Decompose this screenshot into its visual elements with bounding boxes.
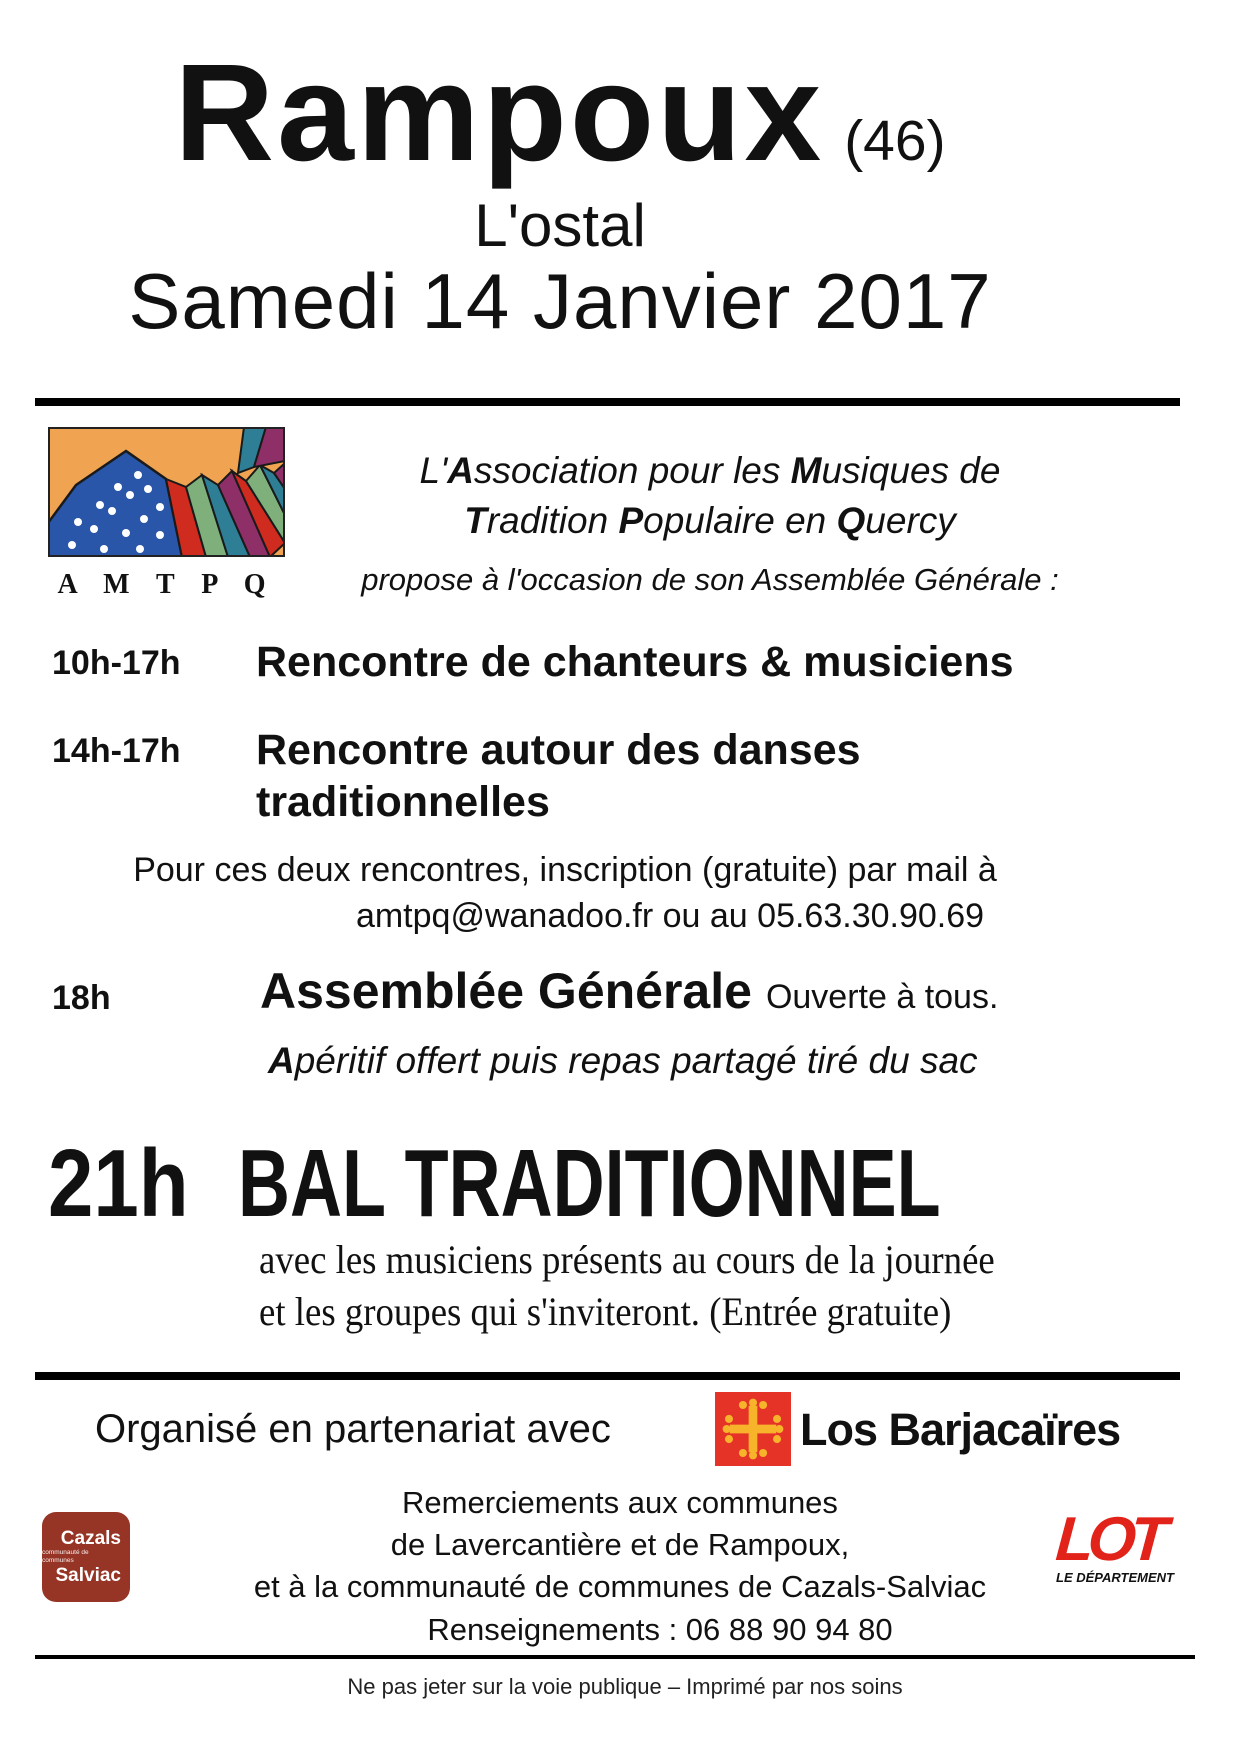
schedule-time-4: 21h bbox=[48, 1130, 189, 1237]
schedule-time-2: 14h-17h bbox=[52, 732, 181, 770]
association-tagline: propose à l'occasion de son Assemblée Générale : bbox=[361, 562, 1059, 597]
registration-note-line2: amtpq@wanadoo.fr ou au 05.63.30.90.69 bbox=[355, 897, 985, 935]
association-name-line1: L'Association pour les Musiques de bbox=[419, 450, 1001, 491]
registration-note-line1: Pour ces deux rencontres, inscription (gratuite) par mail à bbox=[133, 851, 997, 889]
association-name-line2: Tradition Populaire en Quercy bbox=[464, 500, 956, 541]
bal-description-line2: et les groupes qui s'inviteront. (Entrée gratuite) bbox=[259, 1289, 952, 1334]
lot-logo-subtitle: LE DÉPARTEMENT bbox=[1056, 1570, 1174, 1585]
schedule-title-2 bbox=[256, 724, 861, 828]
schedule-title-2-line1: Rencontre autour des danses bbox=[256, 726, 861, 774]
schedule-title-1: Rencontre de chanteurs & musiciens bbox=[256, 638, 1014, 686]
occitan-cross-icon bbox=[722, 1398, 784, 1460]
schedule-title-3 bbox=[260, 963, 999, 1019]
lot-department-logo bbox=[1053, 1505, 1186, 1585]
lot-logo-text: LOT bbox=[1053, 1505, 1165, 1574]
schedule-title-2-line2: traditionnelles bbox=[256, 778, 550, 826]
cazals-salviac-logo bbox=[42, 1512, 130, 1602]
cazals-logo-line1: Cazals bbox=[60, 1527, 121, 1549]
schedule-time-1: 10h-17h bbox=[52, 644, 181, 682]
cazals-logo-line3: Salviac bbox=[55, 1564, 121, 1586]
department-number: (46) bbox=[844, 109, 946, 173]
occitan-cross-logo bbox=[715, 1392, 791, 1466]
schedule-title-4: BAL TRADITIONNEL bbox=[238, 1130, 941, 1237]
contact-info: Renseignements : 06 88 90 94 80 bbox=[427, 1612, 893, 1647]
amtpq-artwork bbox=[48, 427, 285, 557]
amtpq-logo bbox=[48, 427, 285, 601]
footer-divider bbox=[35, 1655, 1195, 1659]
top-divider bbox=[35, 398, 1180, 406]
schedule-time-3: 18h bbox=[52, 979, 111, 1017]
event-date: Samedi 14 Janvier 2017 bbox=[128, 257, 992, 345]
partner-name: Los Barjacaïres bbox=[800, 1404, 1121, 1455]
assemblee-title: Assemblée Générale bbox=[260, 963, 752, 1019]
footer-notice: Ne pas jeter sur la voie publique – Imprimé par nos soins bbox=[347, 1674, 903, 1699]
title-text: Rampoux bbox=[174, 36, 825, 190]
cazals-logo-line2: communauté de communes bbox=[42, 1548, 89, 1564]
page-title bbox=[0, 36, 1120, 190]
bottom-divider bbox=[35, 1372, 1180, 1380]
association-name bbox=[320, 446, 1100, 546]
credits-line2: de Lavercantière et de Rampoux, bbox=[390, 1527, 850, 1562]
credits-line1: Remerciements aux communes bbox=[402, 1485, 838, 1520]
assemblee-suffix: Ouverte à tous. bbox=[765, 978, 999, 1016]
credits-line3: et à la communauté de communes de Cazals-Salviac bbox=[253, 1569, 987, 1604]
amtpq-acronym: A M T P Q bbox=[57, 569, 276, 600]
credits-block bbox=[35, 1482, 1205, 1608]
partner-intro: Organisé en partenariat avec bbox=[95, 1407, 611, 1451]
aperitif-note: Apéritif offert puis repas partagé tiré du sac bbox=[268, 1040, 978, 1081]
venue-name: L'ostal bbox=[474, 192, 646, 259]
bal-description-line1: avec les musiciens présents au cours de la journée bbox=[259, 1237, 995, 1282]
